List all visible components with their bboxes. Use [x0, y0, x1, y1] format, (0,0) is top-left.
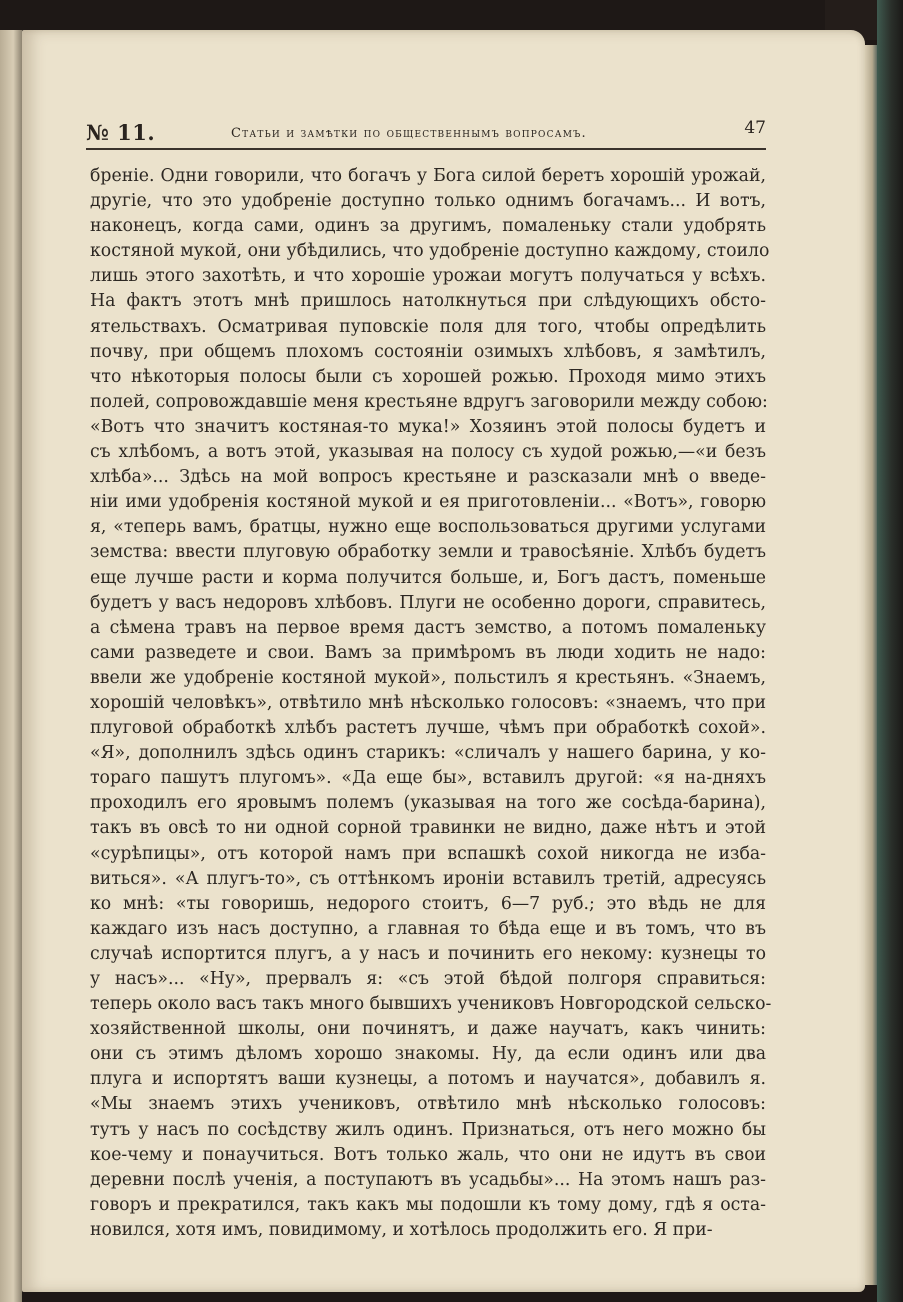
- text-line: полей, сопровождавшіе меня крестьяне вдругъ заговорили между собою:: [90, 391, 768, 412]
- text-line: На фактъ этотъ мнѣ пришлось натолкнуться при слѣдующихъ обсто-: [90, 291, 766, 312]
- text-line: хорошій человѣкъ», отвѣтило мнѣ нѣсколько голосовъ: «знаемъ, что при: [90, 692, 766, 713]
- text-line: случаѣ испортится плугъ, а у насъ и починить его некому: кузнецы то: [90, 943, 766, 964]
- text-line: костяной мукой, они убѣдились, что удобреніе доступно каждому, стоило: [90, 241, 770, 262]
- text-line: теперь около васъ такъ много бывшихъ учениковъ Новгородской сельско-: [90, 994, 772, 1015]
- text-line: хлѣба»... Здѣсь на мой вопросъ крестьяне и разсказали мнѣ о введе-: [90, 467, 766, 488]
- text-line: «Вотъ что значитъ костяная-то мука!» Хозяинъ этой полосы будетъ и: [90, 416, 766, 437]
- text-line: что нѣкоторыя полосы были съ хорошей рожью. Проходя мимо этихъ: [90, 366, 766, 387]
- text-line: а сѣмена травъ на первое время дастъ земство, а потомъ помаленьку: [90, 617, 766, 638]
- text-line: плуга и испортятъ ваши кузнецы, а потомъ и научатся», добавилъ я.: [90, 1069, 766, 1090]
- text-line: бреніе. Одни говорили, что богачъ у Бога силой беретъ хорошій урожай,: [90, 166, 766, 186]
- body-text: [90, 164, 772, 1243]
- header-rule: [86, 148, 766, 150]
- running-title: Статьи и замѣтки по общественнымъ вопросамъ.: [231, 126, 587, 141]
- text-line: ввели же удобреніе костяной мукой», польстилъ я крестьянъ. «Знаемъ,: [90, 667, 766, 688]
- text-line: «сурѣпицы», отъ которой намъ при вспашкѣ сохой никогда не изба-: [90, 843, 766, 864]
- text-line: тораго пашутъ плугомъ». «Да еще бы», вставилъ другой: «я на-дняхъ: [90, 768, 766, 789]
- text-line: будетъ у васъ недоровъ хлѣбовъ. Плуги не особенно дороги, справитесь,: [90, 592, 766, 613]
- text-line: «Я», дополнилъ здѣсь одинъ старикъ: «сличалъ у нашего барина, у ко-: [90, 743, 766, 764]
- text-line: сами разведете и свои. Вамъ за примѣромъ въ люди ходить не надо:: [90, 642, 766, 663]
- text-line: новился, хотя имъ, повидимому, и хотѣлось продолжить его. Я при-: [90, 1219, 713, 1240]
- text-line: такъ въ овсѣ то ни одной сорной травинки не видно, даже нѣтъ и этой: [90, 818, 766, 839]
- text-line: «Мы знаемъ этихъ учениковъ, отвѣтило мнѣ нѣсколько голосовъ:: [90, 1094, 766, 1115]
- text-line: тутъ у насъ по сосѣдству жилъ одинъ. Признаться, отъ него можно бы: [90, 1119, 766, 1140]
- text-line: ніи ими удобренія костяной мукой и ея приготовленіи... «Вотъ», говорю: [90, 492, 766, 513]
- issue-number: № 11.: [86, 120, 156, 145]
- text-line: я, «теперь вамъ, братцы, нужно еще воспользоваться другими услугами: [90, 517, 766, 538]
- text-line: еще лучше расти и корма получится больше, и, Богъ дастъ, поменьше: [90, 567, 766, 588]
- text-line: проходилъ его яровымъ полемъ (указывая на того же сосѣда-барина),: [90, 793, 766, 814]
- text-line: наконецъ, когда сами, одинъ за другимъ, помаленьку стали удобрять: [90, 216, 766, 237]
- text-line: говоръ и прекратился, такъ какъ мы подошли къ тому дому, гдѣ я оста-: [90, 1194, 766, 1215]
- text-line: земства: ввести плуговую обработку земли и травосѣяніе. Хлѣбъ будетъ: [90, 542, 766, 563]
- text-line: плуговой обработкѣ хлѣбъ растетъ лучше, чѣмъ при обработкѣ сохой».: [90, 718, 766, 739]
- text-line: виться». «А плугъ-то», съ оттѣнкомъ ироніи вставилъ третій, адресуясь: [90, 868, 766, 889]
- text-line: ятельствахъ. Осматривая пуповскіе поля для того, чтобы опредѣлить: [90, 316, 766, 337]
- book-binding: [877, 0, 903, 1302]
- text-line: они съ этимъ дѣломъ хорошо знакомы. Ну, да если одинъ или два: [90, 1044, 766, 1065]
- running-header: [86, 114, 766, 148]
- text-line: почву, при общемъ плохомъ состояніи озимыхъ хлѣбовъ, я замѣтилъ,: [90, 341, 766, 362]
- adjacent-page-edge: [0, 30, 22, 1302]
- text-line: хозяйственной школы, они починятъ, и даже научатъ, какъ чинить:: [90, 1019, 766, 1040]
- text-line: деревни послѣ ученія, а поступаютъ въ усадьбы»... На этомъ нашъ раз-: [90, 1169, 766, 1190]
- page-number: 47: [744, 118, 766, 138]
- text-line: у насъ»... «Ну», прервалъ я: «съ этой бѣдой полгоря справиться:: [90, 969, 766, 989]
- text-line: кое-чему и понаучиться. Вотъ только жаль, что они не идутъ въ свои: [90, 1144, 766, 1165]
- text-line: лишь этого захотѣть, и что хорошіе урожаи могутъ получаться у всѣхъ.: [90, 266, 766, 287]
- text-line: каждаго изъ насъ доступно, а главная то бѣда еще и въ томъ, что въ: [90, 918, 766, 939]
- text-line: съ хлѣбомъ, а вотъ этой, указывая на полосу съ худой рожью,—«и безъ: [90, 442, 766, 463]
- text-line: ко мнѣ: «ты говоришь, недорого стоитъ, 6—7 руб.; это вѣдь не для: [90, 893, 766, 914]
- page-stack-edge: [865, 45, 877, 1285]
- text-line: другіе, что это удобреніе доступно только однимъ богачамъ... И вотъ,: [90, 191, 766, 212]
